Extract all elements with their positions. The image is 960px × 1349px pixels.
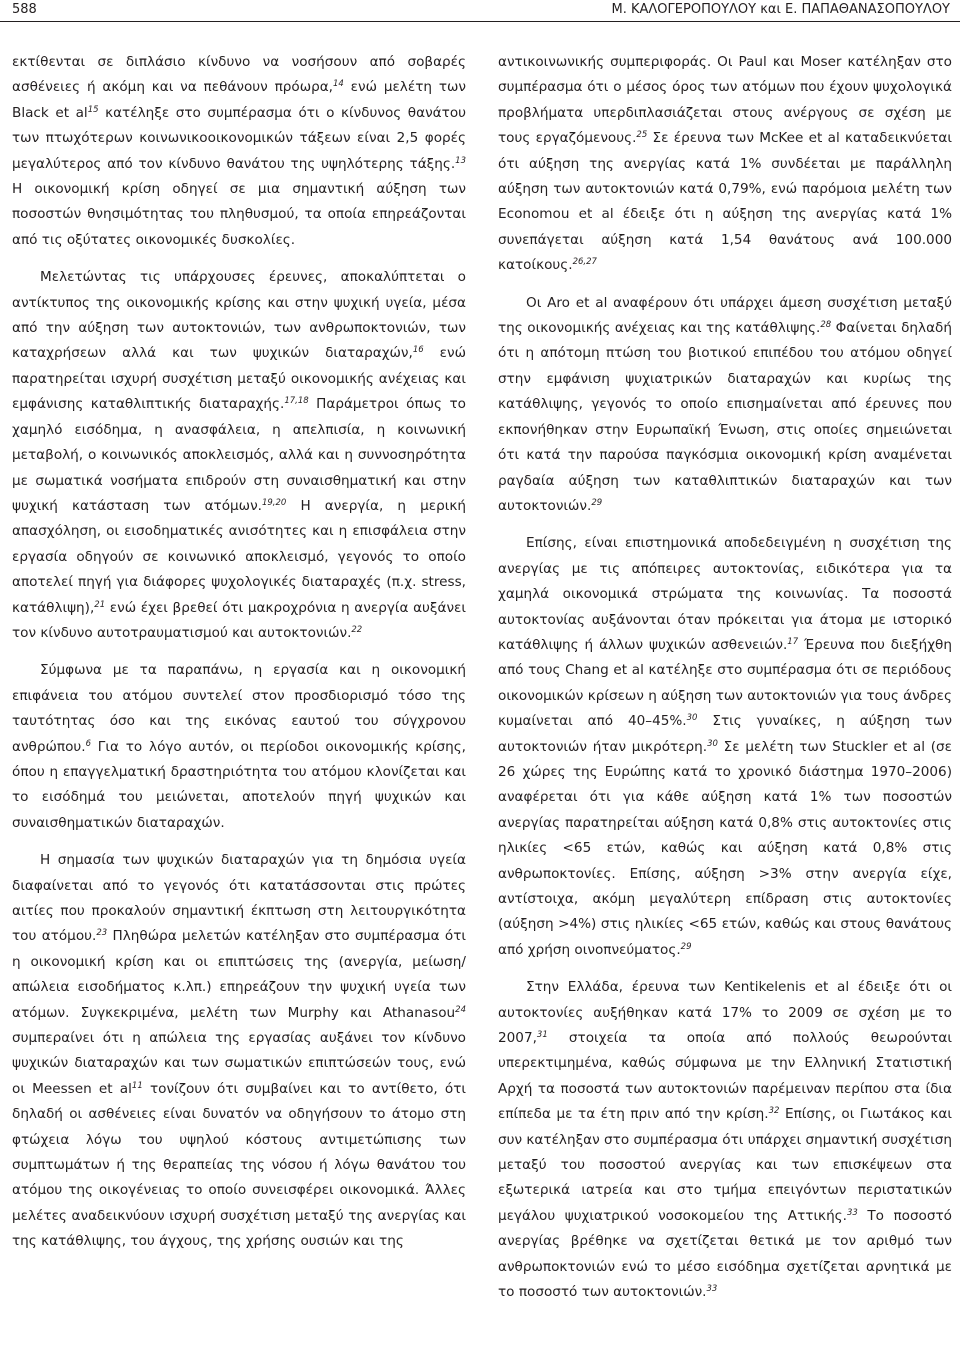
- citation-superscript: 21: [94, 599, 106, 610]
- citation-superscript: 15: [87, 104, 99, 115]
- citation-superscript: 30: [707, 738, 718, 749]
- paragraph: Σύμφωνα με τα παραπάνω, η εργασία και η οικονομική επιφάνεια του ατόμου συντελεί στον προσδιορισμό τόσο της ταυτότητας όσο και της εικόνας εαυτού του σύγχρονου ανθρώπου.$^6$ Για το λόγο αυτόν, οι περίοδοι οικονομικής κρίσης, όπου η επαγγελματική δραστηριότητα του ατόμου κλονίζεται και το εισόδημά του μειώνεται, αποτελούν πηγή ψυχικών και συναισθηματικών διαταραχών.: [12, 662, 466, 831]
- citation-superscript: 28: [820, 320, 832, 331]
- citation-superscript: 24: [455, 1004, 466, 1015]
- citation-superscript: 22: [351, 624, 363, 635]
- paragraph: Επίσης, είναι επιστημονικά αποδεδειγμένη η συσχέτιση της ανεργίας με τις απόπειρες αυτοκτονίας, ειδικότερα για τα χαμηλά οικονομικά στρώματα της κοινωνίας. Τα ποσοστά αυτοκτονίας αυξάνονται όταν πρόκειται για άτομα με ιστορικό κατάθλιψης ή άλλων ψυχικών ασθενειών.$^{17}$ Έρευνα που διεξήχθη από τους Chang et al κατέληξε στο συμπέρασμα ότι σε περιόδους οικονομικών κρίσεων η αύξηση των αυτοκτονιών για τους άνδρες κυμαίνεται από 40–45%.$^{30}$ Στις γυναίκες, η αύξηση των αυτοκτονιών ήταν μικρότερη.$^{30}$ Σε μελέτη των Stuckler et al (σε 26 χώρες της Ευρώπης κατά το χρονικό διάστημα 1970–2006) αναφέρεται ότι για κάθε αύξηση κατά 1% των ποσοστών ανεργίας παρατηρείται αύξηση κατά 0,8% στις αυτοκτονίες στις ηλικίες <65 ετών, καθώς και αύξηση κατά 0,8% στις ανθρωποκτονίες. Επίσης, αύξηση >3% στην ανεργία είχε, αντίστοιχα, ακόμη μεγαλύτερη επίδραση στις αυτοκτονίες (αύξηση >4%) στις ηλικίες <65 ετών, καθώς και στους θανάτους από χρήση οινοπνεύματος.$^{29}$: [498, 535, 952, 958]
- citation-superscript: 30: [686, 713, 698, 724]
- citation-superscript: 26,27: [572, 257, 597, 268]
- citation-superscript: 32: [768, 1106, 780, 1117]
- citation-superscript: 11: [131, 1080, 143, 1091]
- citation-superscript: 29: [680, 941, 692, 952]
- citation-superscript: 17,18: [284, 396, 309, 407]
- paragraph: εκτίθενται σε διπλάσιο κίνδυνο να νοσήσουν από σοβαρές ασθένειες ή ακόμη και να πεθάνουν πρόωρα,$^{14}$ ενώ μελέτη των Black et $al^{15}$ κατέληξε στο συμπέρασμα ότι ο κίνδυνος θανάτου των πτωχότερων κοινωνικοοικονομικών τάξεων είναι 2,5 φορές μεγαλύτερος από τον κίνδυνο θανάτου της υψηλότερης τάξης.$^{13}$ Η οικονομική κρίση οδηγεί σε μια σημαντική αύξηση των ποσοστών θνησιμότητας του πληθυσμού, τα οποία επηρεάζονται από τις οξύτατες οικονομικές δυσκολίες.: [12, 54, 466, 248]
- citation-superscript: 33: [706, 1284, 718, 1295]
- citation-superscript: 6: [85, 738, 91, 749]
- citation-superscript: 17: [787, 636, 799, 647]
- citation-superscript: 13: [455, 155, 466, 166]
- running-header: [0, 0, 960, 22]
- paragraph: Η σημασία των ψυχικών διαταραχών για τη δημόσια υγεία διαφαίνεται από το γεγονός ότι κατατάσσονται στις πρώτες αιτίες που προκαλούν σημαντική έκπτωση στη λειτουργικότητα του ατόμου.$^{23}$ Πληθώρα μελετών κατέληξαν στο συμπέρασμα ότι η οικονομική κρίση και οι επιπτώσεις της (ανεργία, μείωση/απώλεια εισοδήματος κ.λπ.) επηρεάζουν την ψυχική υγεία των ατόμων. Συγκεκριμένα, μελέτη των Murphy και Athanasou$^{24}$ συμπεραίνει ότι η απώλεια της εργασίας αυξάνει τον κίνδυνο ψυχικών διαταραχών και των σωματικών επιπτώσεών τους, ενώ οι Meessen et $al^{11}$ τονίζουν ότι συμβαίνει και το αντίθετο, ότι δηλαδή οι ασθένειες είναι δυνατόν να οδηγήσουν το άτομο στη φτώχεια λόγω του υψηλού κόστους αντιμετώπισης των συμπτωμάτων ή της θεραπείας της νόσου ή λόγω θανάτου του ατόμου της οικογένειας το οποίο συνεισφέρει οικονομικά. Άλλες μελέτες αναδεικνύουν ισχυρή συσχέτιση μεταξύ της ανεργίας και της κατάθλιψης, του άγχους, της χρήσης ουσιών και της: [12, 852, 467, 1250]
- citation-superscript: 16: [412, 345, 424, 356]
- citation-superscript: 23: [96, 928, 108, 939]
- running-header-authors: Μ. ΚΑΛΟΓΕΡΟΠΟΥΛΟΥ και Ε. ΠΑΠΑΘΑΝΑΣΟΠΟΥΛΟΥ: [611, 2, 950, 17]
- citation-superscript: 33: [847, 1207, 858, 1218]
- left-column: [12, 50, 466, 1267]
- citation-superscript: 31: [536, 1030, 548, 1041]
- citation-superscript: 14: [333, 79, 344, 90]
- citation-superscript: 29: [591, 497, 603, 508]
- page-number: 588: [12, 2, 37, 17]
- citation-superscript: 25: [636, 130, 648, 141]
- right-column: [498, 50, 952, 1318]
- citation-superscript: 19,20: [261, 497, 287, 508]
- paragraph: Οι Aro et al αναφέρουν ότι υπάρχει άμεση συσχέτιση μεταξύ της οικονομικής ανέχειας και της κατάθλιψης.$^{28}$ Φαίνεται δηλαδή ότι η απότομη πτώση του βιοτικού επιπέδου του ατόμου οδηγεί στην εμφάνιση ψυχιατρικών διαταραχών και κυρίως της κατάθλιψης, γεγονός το οποίο επισημαίνεται από έρευνες που εκπονήθηκαν στην Ευρωπαϊκή Ένωση, στις οποίες σημειώνεται ότι κατά την παρούσα παγκόσμια οικονομική κρίση αναμένεται ραγδαία αύξηση των καταθλιπτικών διαταραχών και των αυτοκτονιών.$^{29}$: [498, 294, 952, 514]
- paragraph: Στην Ελλάδα, έρευνα των Kentikelenis et al έδειξε ότι οι αυτοκτονίες αυξήθηκαν κατά 17% το 2009 σε σχέση με το 2007,31 στοιχεία τα οποία από πολλούς θεωρούνται υπερεκτιμημένα, καθώς σύμφωνα με την Ελληνική Στατιστική Αρχή τα ποσοστά των αυτοκτονιών παρέμειναν περίπου στα ίδια επίπεδα με τα έτη πριν από την κρίση.$^{32}$ Επίσης, οι Γιωτάκος και συν κατέληξαν στο συμπέρασμα ότι υπάρχει σημαντική συσχέτιση μεταξύ του ποσοστού ανεργίας και των επισκέψεων στα εξωτερικά ιατρεία και στο τμήμα επειγόντων περιστατικών μεγάλου ψυχιατρικού νοσοκομείου της Αττικής.$^{33}$ Το ποσοστό ανεργίας βρέθηκε να σχετίζεται θετικά με τον αριθμό των ανθρωποκτονιών ενώ το μέσο εισόδημα σχετίζεται αρνητικά με το ποσοστό των αυτοκτονιών.$^{33}$: [498, 979, 952, 1301]
- paragraph: Μελετώντας τις υπάρχουσες έρευνες, αποκαλύπτεται ο αντίκτυπος της οικονομικής κρίσης και στην ψυχική υγεία, μέσα από την αύξηση των αυτοκτονιών, των ανθρωποκτονιών, των καταχρήσεων αλλά και των ψυχικών διαταραχών,$^{16}$ ενώ παρατηρείται ισχυρή συσχέτιση μεταξύ οικονομικής ανέχειας και εμφάνισης καταθλιπτικής διαταραχής.$^{17,18}$ Παράμετροι όπως το χαμηλό εισόδημα, η ανασφάλεια, η απελπισία, η κοινωνική μεταβολή, ο κοινωνικός αποκλεισμός, αλλά και η συννοσηρότητα με σωματικά νοσήματα επιδρούν στη συναισθηματική και στην ψυχική κατάσταση των ατόμων.$^{19,20}$ Η ανεργία, η μερική απασχόληση, οι εισοδηματικές ανισότητες και η επισφάλεια στην εργασία οδηγούν σε κοινωνικό αποκλεισμό, γεγονός το οποίο αποτελεί πηγή για διάφορες ψυχολογικές διαταραχές (π.χ. stress, κατάθλιψη),$^{21}$ ενώ έχει βρεθεί ότι μακροχρόνια η ανεργία αυξάνει τον κίνδυνο αυτοτραυματισμού και αυτοκτονιών.$^{22}$: [12, 269, 466, 641]
- paragraph: αντικοινωνικής συμπεριφοράς. Οι Paul και Moser κατέληξαν στο συμπέρασμα ότι ο μέσος όρος των ατόμων που έχουν ψυχολογικά προβλήματα υπερδιπλασιάζεται στους ανέργους σε σχέση με τους εργαζόμενους.$^{25}$ Σε έρευνα των McKee et al καταδεικνύεται ότι αύξηση της ανεργίας κατά 1% συνδέεται με παράλληλη αύξηση των αυτοκτονιών κατά 0,79%, ενώ παρόμοια μελέτη των Economou et al έδειξε ότι η αύξηση της ανεργίας κατά 1% συνεπάγεται αύξηση κατά 1,54 θανάτους ανά 100.000 κατοίκους.$^{26,27}$: [498, 54, 952, 274]
